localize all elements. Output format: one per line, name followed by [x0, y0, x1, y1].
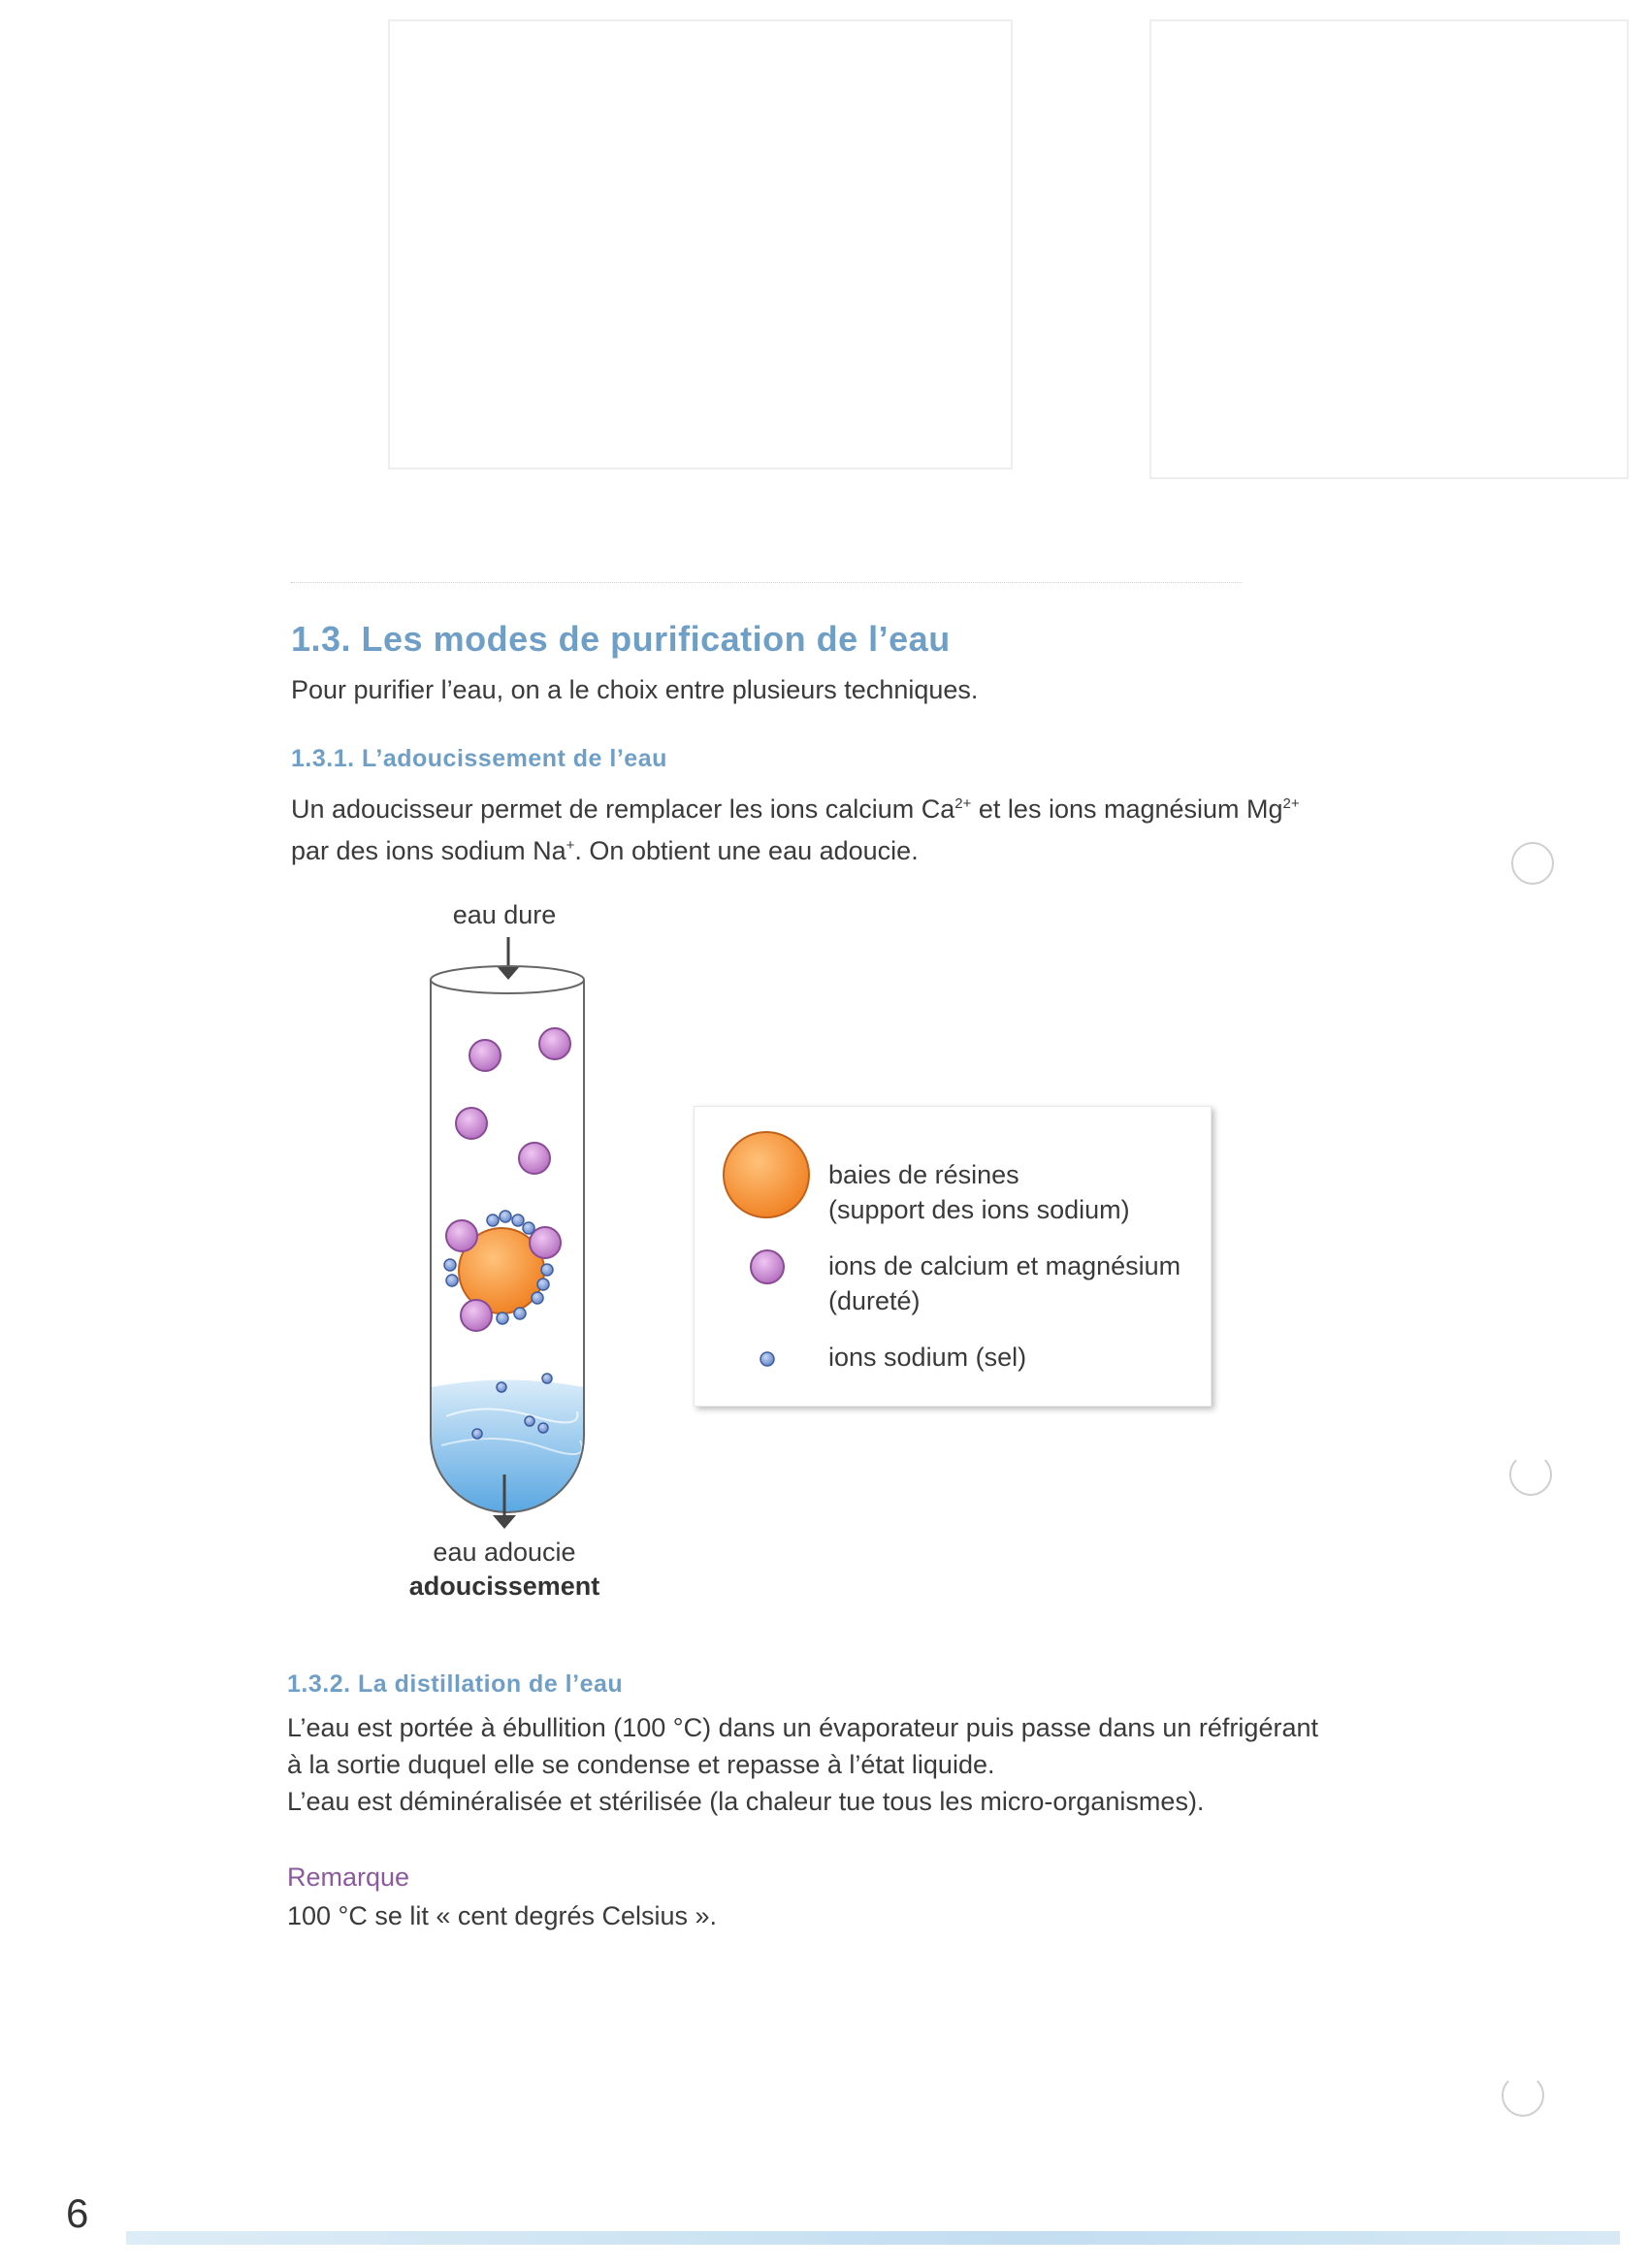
section-intro: Pour purifier l’eau, on a le choix entre plusieurs techniques.: [291, 675, 979, 704]
page-number: 6: [66, 2190, 89, 2236]
legend-sodium-line1: ions sodium (sel): [828, 1343, 1027, 1372]
sodium-ion: [446, 1275, 458, 1286]
softening-line2-b: . On obtient une eau adoucie.: [574, 836, 919, 865]
show-through-frame: [1149, 19, 1629, 479]
softened-water: [431, 1380, 584, 1513]
softening-line1-a: Un adoucisseur permet de remplacer les ions calcium Ca: [291, 794, 955, 824]
sodium-ion: [500, 1211, 511, 1222]
legend-hardness-line1: ions de calcium et magnésium: [828, 1251, 1181, 1280]
sodium-ion: [487, 1215, 499, 1226]
sodium-ion: [537, 1279, 549, 1290]
distillation-line3: L’eau est déminéralisée et stérilisée (la chaleur tue tous les micro-organismes).: [287, 1787, 1205, 1816]
diagram-caption: adoucissement: [408, 1571, 600, 1601]
softening-title: 1.3.1. L’adoucissement de l’eau: [291, 745, 667, 772]
label-soft-water: eau adoucie: [433, 1538, 576, 1567]
sodium-ion: [523, 1222, 534, 1234]
sodium-ion: [525, 1416, 534, 1426]
hardness-ion: [530, 1227, 561, 1258]
softening-line2-a: par des ions sodium Na: [291, 836, 566, 865]
binder-hole: [1502, 2074, 1544, 2117]
sodium-ion: [542, 1374, 552, 1383]
legend-resin-line1: baies de résines: [828, 1160, 1019, 1189]
inlet-arrowhead: [497, 966, 520, 980]
show-through-frame: [388, 19, 1013, 470]
distillation-line1: L’eau est portée à ébullition (100 °C) dans un évaporateur puis passe dans un réfrigérant: [287, 1713, 1318, 1742]
legend-hardness-line2: (dureté): [828, 1286, 921, 1315]
binder-hole: [1509, 1453, 1552, 1496]
hardness-ion: [456, 1108, 487, 1139]
distillation-text: [287, 1709, 1393, 1820]
diagram-legend: [694, 1106, 1212, 1407]
section-divider: [291, 582, 1242, 583]
distillation-title: 1.3.2. La distillation de l’eau: [287, 1670, 624, 1698]
sodium-ion: [497, 1382, 506, 1392]
softener-tube-diagram: [407, 931, 601, 1542]
resin-bead-icon: [720, 1128, 813, 1221]
remark-title: Remarque: [287, 1863, 410, 1892]
sodium-ion: [532, 1292, 543, 1304]
sodium-ion-icon: [758, 1349, 777, 1369]
sodium-ion: [497, 1312, 508, 1324]
binder-hole: [1511, 842, 1554, 885]
hardness-ion-icon: [748, 1247, 787, 1286]
legend-resin-line2: (support des ions sodium): [828, 1195, 1130, 1224]
hardness-ion: [446, 1220, 477, 1251]
footer-band: [126, 2231, 1620, 2245]
hardness-ion: [539, 1028, 570, 1059]
na-charge: +: [566, 837, 575, 854]
hardness-ion: [461, 1300, 492, 1331]
mg-charge: 2+: [1282, 795, 1300, 812]
distillation-line2: à la sortie duquel elle se condense et repasse à l’état liquide.: [287, 1750, 995, 1779]
hardness-ion: [519, 1143, 550, 1174]
outlet-arrowhead: [493, 1515, 516, 1529]
sodium-ion: [514, 1308, 526, 1319]
hardness-ion: [469, 1040, 501, 1071]
sodium-ion: [541, 1264, 553, 1276]
sodium-ion: [538, 1423, 548, 1433]
remark-text: 100 °C se lit « cent degrés Celsius ».: [287, 1901, 718, 1930]
softening-text: [291, 786, 1377, 869]
label-hard-water: eau dure: [452, 900, 557, 929]
sodium-ion: [512, 1215, 524, 1226]
sodium-ion: [444, 1259, 456, 1271]
ca-charge: 2+: [954, 795, 972, 812]
sodium-ion: [472, 1429, 482, 1439]
section-title: 1.3. Les modes de purification de l’eau: [291, 619, 951, 659]
softening-line1-b: et les ions magnésium Mg: [971, 794, 1283, 824]
